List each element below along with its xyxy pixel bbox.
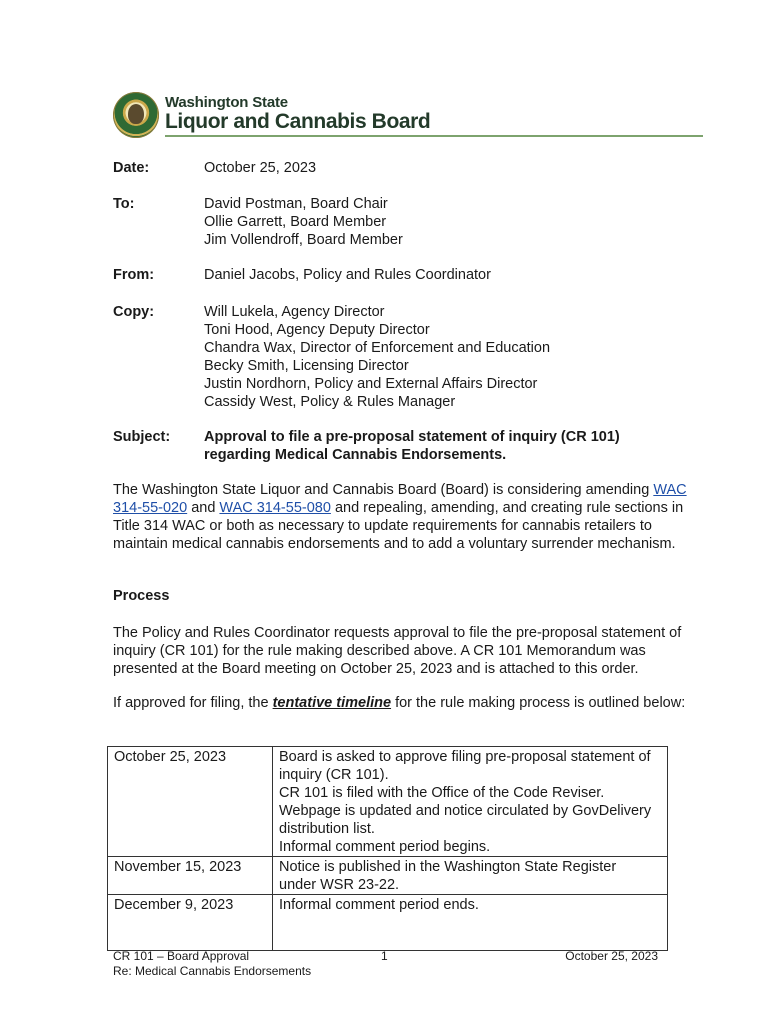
copy-recipient: Will Lukela, Agency Director [204,304,385,320]
subject-label: Subject: [113,429,171,445]
timeline-line: Informal comment period begins. [279,839,491,855]
logo-divider [165,135,703,137]
table-row [108,895,668,951]
timeline-intro-text: If approved for filing, the [113,695,273,711]
logo-org-line2: Liquor and Cannabis Board [165,110,431,133]
timeline-table [107,746,668,951]
to-recipient: David Postman, Board Chair [204,196,388,212]
timeline-description [273,895,668,951]
logo-org-line1: Washington State [165,94,288,111]
table-row [108,747,668,857]
to-recipient: Ollie Garrett, Board Member [204,214,387,230]
timeline-line: CR 101 is filed with the Office of the Code Reviser. [279,785,605,801]
process-heading: Process [113,588,170,604]
copy-recipient: Justin Nordhorn, Policy and External Affairs Director [204,376,538,392]
timeline-date: December 9, 2023 [108,895,273,951]
intro-paragraph [113,481,693,553]
subject-line: Approval to file a pre-proposal statement of inquiry (CR 101) [204,429,620,445]
process-paragraph: The Policy and Rules Coordinator requests approval to file the pre-proposal statement of inquiry (CR 101) for the rule making described above. A CR 101 Memorandum was presented at the Board meeting on October 25, 2023 and is attached to this order. [113,625,682,677]
copy-recipients [204,303,704,411]
timeline-intro-text: for the rule making process is outlined below: [391,695,686,711]
copy-recipient: Chandra Wax, Director of Enforcement and Education [204,340,551,356]
intro-text: and [187,500,220,516]
from-label: From: [113,267,155,283]
timeline-description [273,747,668,857]
date-label: Date: [113,160,150,176]
copy-label: Copy: [113,304,155,320]
timeline-intro-paragraph [113,694,693,712]
subject-line: regarding Medical Cannabis Endorsements. [204,447,507,463]
footer-page-number: 1 [381,949,388,963]
footer-doc-title: CR 101 – Board Approval [113,949,250,963]
wac-314-55-020-link[interactable]: WAC 314-55-020 [113,482,687,516]
timeline-description [273,857,668,895]
copy-recipient: Becky Smith, Licensing Director [204,358,409,374]
tentative-timeline-emphasis: tentative timeline [272,695,392,711]
timeline-line: Notice is published in the Washington State Register [279,859,617,875]
copy-recipient: Toni Hood, Agency Deputy Director [204,322,430,338]
date-value: October 25, 2023 [204,160,317,176]
washington-state-seal-icon [113,92,159,138]
timeline-line: Informal comment period ends. [279,897,479,913]
agency-logo [113,92,703,138]
timeline-line: Webpage is updated and notice circulated by GovDelivery [279,803,652,819]
timeline-line: distribution list. [279,821,375,837]
timeline-line: under WSR 23-22. [279,877,400,893]
to-recipients [204,195,704,249]
footer-date: October 25, 2023 [565,949,658,963]
copy-recipient: Cassidy West, Policy & Rules Manager [204,394,456,410]
intro-text: and repealing, amending, and creating rule sections in Title 314 WAC or both as necessary to update requirements for cannabis retailers to maintain medical cannabis endorsements and to add a voluntary surrender mechanism. [113,500,684,552]
timeline-date: October 25, 2023 [108,747,273,857]
footer-left [113,949,311,979]
intro-text: The Washington State Liquor and Cannabis Board (Board) is considering amending [113,482,650,498]
table-row [108,857,668,895]
to-recipient: Jim Vollendroff, Board Member [204,232,403,248]
from-value: Daniel Jacobs, Policy and Rules Coordinator [204,267,491,283]
to-label: To: [113,196,135,212]
footer-doc-subject: Re: Medical Cannabis Endorsements [113,964,312,978]
timeline-line: inquiry (CR 101). [279,767,389,783]
wac-314-55-080-link[interactable]: WAC 314-55-080 [219,500,331,516]
subject-value [204,428,704,464]
timeline-date: November 15, 2023 [108,857,273,895]
timeline-line: Board is asked to approve filing pre-proposal statement of [279,749,651,765]
